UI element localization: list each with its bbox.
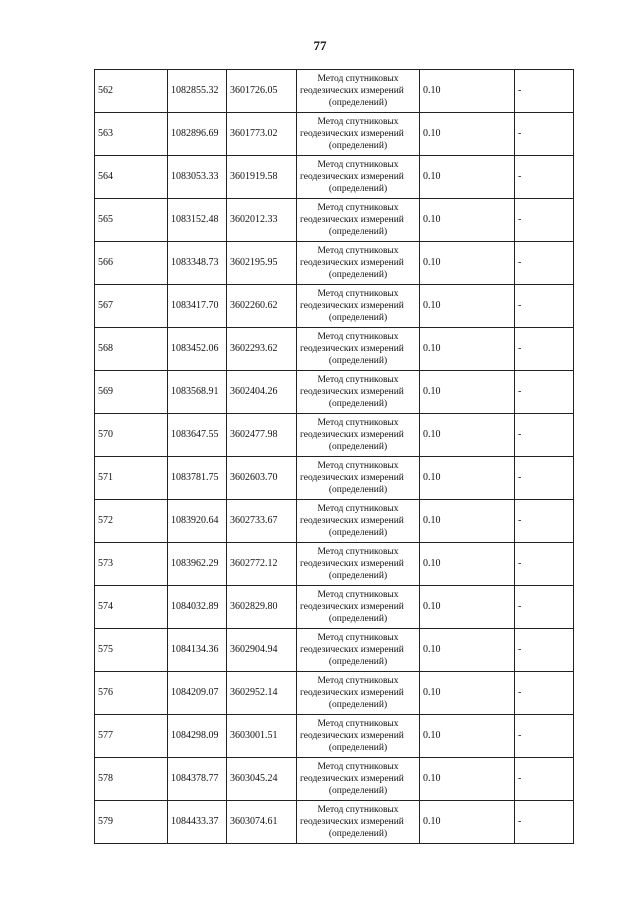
method-cell: [297, 242, 420, 285]
precision-cell: 0.10: [420, 199, 515, 242]
extra-cell: -: [515, 113, 574, 156]
method-text-line1: Метод спутниковых: [317, 375, 399, 385]
method-text-line3: (определений): [328, 829, 388, 839]
method-cell: [297, 156, 420, 199]
y-coordinate-cell: 3602477.98: [227, 414, 297, 457]
table-body: [95, 70, 574, 844]
x-coordinate-cell: 1084134.36: [168, 629, 227, 672]
precision-cell: 0.10: [420, 70, 515, 113]
method-text-line2: геодезических измерений: [300, 258, 404, 268]
y-coordinate-cell: 3602260.62: [227, 285, 297, 328]
point-number-cell: 563: [95, 113, 168, 156]
table-row: [95, 457, 574, 500]
x-coordinate-cell: 1083452.06: [168, 328, 227, 371]
precision-cell: 0.10: [420, 758, 515, 801]
extra-cell: -: [515, 199, 574, 242]
table-row: [95, 113, 574, 156]
extra-cell: -: [515, 414, 574, 457]
method-text-line2: геодезических измерений: [300, 215, 404, 225]
point-number-cell: 577: [95, 715, 168, 758]
method-text-line2: геодезических измерений: [300, 344, 404, 354]
extra-cell: -: [515, 285, 574, 328]
point-number-cell: 573: [95, 543, 168, 586]
precision-cell: 0.10: [420, 500, 515, 543]
method-text-line1: Метод спутниковых: [317, 676, 399, 686]
method-text-line3: (определений): [328, 399, 388, 409]
precision-cell: 0.10: [420, 457, 515, 500]
method-text-line1: Метод спутниковых: [317, 332, 399, 342]
method-cell: [297, 672, 420, 715]
extra-cell: -: [515, 500, 574, 543]
table-row: [95, 328, 574, 371]
extra-cell: -: [515, 629, 574, 672]
y-coordinate-cell: 3602603.70: [227, 457, 297, 500]
method-text-line2: геодезических измерений: [300, 516, 404, 526]
point-number-cell: 566: [95, 242, 168, 285]
y-coordinate-cell: 3602012.33: [227, 199, 297, 242]
method-text-line3: (определений): [328, 485, 388, 495]
precision-cell: 0.10: [420, 586, 515, 629]
point-number-cell: 565: [95, 199, 168, 242]
method-text-line3: (определений): [328, 614, 388, 624]
table-row: [95, 715, 574, 758]
method-cell: [297, 758, 420, 801]
extra-cell: -: [515, 457, 574, 500]
method-text-line2: геодезических измерений: [300, 172, 404, 182]
method-cell: [297, 629, 420, 672]
x-coordinate-cell: 1083962.29: [168, 543, 227, 586]
point-number-cell: 571: [95, 457, 168, 500]
precision-cell: 0.10: [420, 285, 515, 328]
method-cell: [297, 586, 420, 629]
method-text-line1: Метод спутниковых: [317, 633, 399, 643]
method-text-line3: (определений): [328, 657, 388, 667]
extra-cell: -: [515, 371, 574, 414]
y-coordinate-cell: 3603045.24: [227, 758, 297, 801]
point-number-cell: 569: [95, 371, 168, 414]
method-text-line2: геодезических измерений: [300, 645, 404, 655]
method-text-line1: Метод спутниковых: [317, 590, 399, 600]
precision-cell: 0.10: [420, 371, 515, 414]
precision-cell: 0.10: [420, 543, 515, 586]
y-coordinate-cell: 3602195.95: [227, 242, 297, 285]
x-coordinate-cell: 1083152.48: [168, 199, 227, 242]
y-coordinate-cell: 3602952.14: [227, 672, 297, 715]
extra-cell: -: [515, 672, 574, 715]
x-coordinate-cell: 1082855.32: [168, 70, 227, 113]
y-coordinate-cell: 3602772.12: [227, 543, 297, 586]
method-text-line1: Метод спутниковых: [317, 74, 399, 84]
x-coordinate-cell: 1082896.69: [168, 113, 227, 156]
point-number-cell: 578: [95, 758, 168, 801]
method-text-line2: геодезических измерений: [300, 129, 404, 139]
table-row: [95, 758, 574, 801]
x-coordinate-cell: 1084032.89: [168, 586, 227, 629]
precision-cell: 0.10: [420, 715, 515, 758]
points-table: [94, 69, 574, 844]
method-text-line2: геодезических измерений: [300, 688, 404, 698]
extra-cell: -: [515, 70, 574, 113]
point-number-cell: 574: [95, 586, 168, 629]
precision-cell: 0.10: [420, 242, 515, 285]
x-coordinate-cell: 1083568.91: [168, 371, 227, 414]
method-cell: [297, 70, 420, 113]
method-text-line3: (определений): [328, 442, 388, 452]
extra-cell: -: [515, 715, 574, 758]
point-number-cell: 570: [95, 414, 168, 457]
method-text-line1: Метод спутниковых: [317, 246, 399, 256]
method-text-line3: (определений): [328, 356, 388, 366]
extra-cell: -: [515, 586, 574, 629]
y-coordinate-cell: 3602293.62: [227, 328, 297, 371]
y-coordinate-cell: 3602404.26: [227, 371, 297, 414]
precision-cell: 0.10: [420, 113, 515, 156]
method-cell: [297, 715, 420, 758]
point-number-cell: 562: [95, 70, 168, 113]
method-cell: [297, 414, 420, 457]
method-cell: [297, 285, 420, 328]
table-row: [95, 371, 574, 414]
method-cell: [297, 328, 420, 371]
method-text-line3: (определений): [328, 141, 388, 151]
method-text-line3: (определений): [328, 98, 388, 108]
method-text-line3: (определений): [328, 700, 388, 710]
y-coordinate-cell: 3603074.61: [227, 801, 297, 844]
method-text-line3: (определений): [328, 313, 388, 323]
method-cell: [297, 457, 420, 500]
method-text-line2: геодезических измерений: [300, 731, 404, 741]
method-text-line1: Метод спутниковых: [317, 418, 399, 428]
method-cell: [297, 500, 420, 543]
method-text-line3: (определений): [328, 270, 388, 280]
precision-cell: 0.10: [420, 629, 515, 672]
precision-cell: 0.10: [420, 156, 515, 199]
extra-cell: -: [515, 156, 574, 199]
table-row: [95, 242, 574, 285]
method-cell: [297, 371, 420, 414]
point-number-cell: 579: [95, 801, 168, 844]
method-text-line2: геодезических измерений: [300, 559, 404, 569]
method-text-line3: (определений): [328, 528, 388, 538]
method-text-line2: геодезических измерений: [300, 602, 404, 612]
extra-cell: -: [515, 242, 574, 285]
precision-cell: 0.10: [420, 414, 515, 457]
y-coordinate-cell: 3601919.58: [227, 156, 297, 199]
precision-cell: 0.10: [420, 801, 515, 844]
table-row: [95, 285, 574, 328]
method-text-line1: Метод спутниковых: [317, 805, 399, 815]
table-row: [95, 156, 574, 199]
x-coordinate-cell: 1084433.37: [168, 801, 227, 844]
method-text-line3: (определений): [328, 743, 388, 753]
method-text-line3: (определений): [328, 184, 388, 194]
method-text-line3: (определений): [328, 786, 388, 796]
method-text-line2: геодезических измерений: [300, 774, 404, 784]
method-text-line1: Метод спутниковых: [317, 504, 399, 514]
x-coordinate-cell: 1083781.75: [168, 457, 227, 500]
method-text-line1: Метод спутниковых: [317, 289, 399, 299]
method-text-line2: геодезических измерений: [300, 430, 404, 440]
method-cell: [297, 801, 420, 844]
method-text-line3: (определений): [328, 571, 388, 581]
precision-cell: 0.10: [420, 672, 515, 715]
x-coordinate-cell: 1084298.09: [168, 715, 227, 758]
table-row: [95, 586, 574, 629]
point-number-cell: 572: [95, 500, 168, 543]
page-number: 77: [313, 38, 327, 53]
method-cell: [297, 113, 420, 156]
method-text-line1: Метод спутниковых: [317, 547, 399, 557]
y-coordinate-cell: 3602733.67: [227, 500, 297, 543]
table-row: [95, 500, 574, 543]
x-coordinate-cell: 1083647.55: [168, 414, 227, 457]
y-coordinate-cell: 3602829.80: [227, 586, 297, 629]
point-number-cell: 568: [95, 328, 168, 371]
y-coordinate-cell: 3603001.51: [227, 715, 297, 758]
x-coordinate-cell: 1083053.33: [168, 156, 227, 199]
table-row: [95, 801, 574, 844]
method-text-line3: (определений): [328, 227, 388, 237]
table-row: [95, 629, 574, 672]
y-coordinate-cell: 3601726.05: [227, 70, 297, 113]
method-text-line2: геодезических измерений: [300, 387, 404, 397]
x-coordinate-cell: 1083417.70: [168, 285, 227, 328]
method-text-line2: геодезических измерений: [300, 817, 404, 827]
point-number-cell: 576: [95, 672, 168, 715]
method-text-line2: геодезических измерений: [300, 301, 404, 311]
extra-cell: -: [515, 543, 574, 586]
x-coordinate-cell: 1083348.73: [168, 242, 227, 285]
x-coordinate-cell: 1084209.07: [168, 672, 227, 715]
method-cell: [297, 543, 420, 586]
extra-cell: -: [515, 801, 574, 844]
point-number-cell: 564: [95, 156, 168, 199]
y-coordinate-cell: 3602904.94: [227, 629, 297, 672]
method-text-line2: геодезических измерений: [300, 473, 404, 483]
table-row: [95, 414, 574, 457]
method-cell: [297, 199, 420, 242]
method-text-line1: Метод спутниковых: [317, 762, 399, 772]
x-coordinate-cell: 1084378.77: [168, 758, 227, 801]
extra-cell: -: [515, 328, 574, 371]
table-row: [95, 199, 574, 242]
y-coordinate-cell: 3601773.02: [227, 113, 297, 156]
extra-cell: -: [515, 758, 574, 801]
point-number-cell: 567: [95, 285, 168, 328]
precision-cell: 0.10: [420, 328, 515, 371]
method-text-line1: Метод спутниковых: [317, 160, 399, 170]
method-text-line1: Метод спутниковых: [317, 461, 399, 471]
table-row: [95, 70, 574, 113]
method-text-line1: Метод спутниковых: [317, 203, 399, 213]
method-text-line1: Метод спутниковых: [317, 117, 399, 127]
point-number-cell: 575: [95, 629, 168, 672]
table-row: [95, 543, 574, 586]
method-text-line1: Метод спутниковых: [317, 719, 399, 729]
x-coordinate-cell: 1083920.64: [168, 500, 227, 543]
table-row: [95, 672, 574, 715]
method-text-line2: геодезических измерений: [300, 86, 404, 96]
